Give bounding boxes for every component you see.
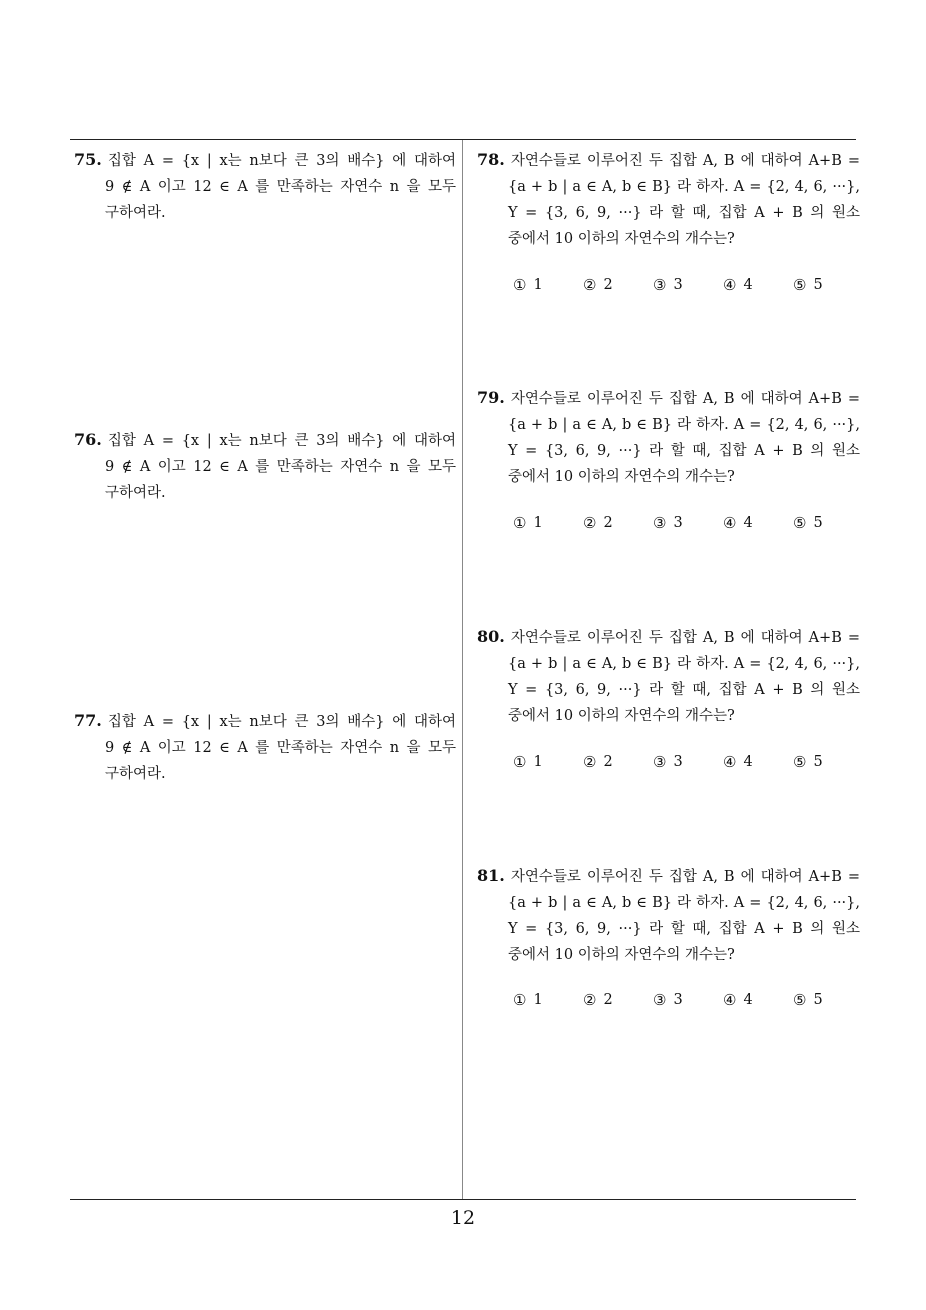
choice-option[interactable]: ⑤ 5 [793, 753, 823, 771]
choice-option[interactable]: ⑤ 5 [793, 276, 823, 294]
problem-text-line: 집합 A = {x | x는 n보다 큰 3의 배수} 에 대하여 [107, 153, 456, 169]
choice-option[interactable]: ① 1 [513, 991, 543, 1009]
problem-text-line: 집합 A = {x | x는 n보다 큰 3의 배수} 에 대하여 [107, 714, 456, 730]
problem-text-line: {a + b | a ∈ A, b ∈ B} 라 하자. A = {2, 4, 6, ···}, [508, 895, 860, 911]
bottom-rule [70, 1199, 856, 1200]
problem-text-line: 9 ∉ A 이고 12 ∈ A 를 만족하는 자연수 n 을 모두 [105, 740, 456, 756]
choice-option[interactable]: ② 2 [583, 753, 613, 771]
problem-text-line: Y = {3, 6, 9, ···} 라 할 때, 집합 A + B 의 원소 [508, 443, 860, 459]
problem-text-line: 9 ∉ A 이고 12 ∈ A 를 만족하는 자연수 n 을 모두 [105, 179, 456, 195]
problem-text-line: {a + b | a ∈ A, b ∈ B} 라 하자. A = {2, 4, 6, ···}, [508, 417, 860, 433]
choice-option[interactable]: ④ 4 [723, 991, 753, 1009]
problem-text-line: 구하여라. [105, 766, 166, 782]
problem-text-line: 중에서 10 이하의 자연수의 개수는? [508, 469, 735, 485]
choice-option[interactable]: ④ 4 [723, 276, 753, 294]
top-rule [70, 139, 856, 140]
problem-81 [477, 863, 860, 968]
problem-text-line: 중에서 10 이하의 자연수의 개수는? [508, 947, 735, 963]
problem-text-line: 구하여라. [105, 485, 166, 501]
choice-option[interactable]: ② 2 [583, 991, 613, 1009]
problem-76 [74, 427, 456, 506]
choice-option[interactable]: ③ 3 [653, 753, 683, 771]
answer-choices-80 [513, 753, 863, 771]
problem-text-line: 자연수들로 이루어진 두 집합 A, B 에 대하여 A+B = [510, 391, 860, 407]
page-number: 12 [450, 1207, 476, 1229]
problem-text-line: 자연수들로 이루어진 두 집합 A, B 에 대하여 A+B = [510, 869, 860, 885]
answer-choices-78 [513, 276, 863, 294]
choice-option[interactable]: ① 1 [513, 753, 543, 771]
problem-80 [477, 624, 860, 729]
problem-text-line: Y = {3, 6, 9, ···} 라 할 때, 집합 A + B 의 원소 [508, 921, 860, 937]
choice-option[interactable]: ⑤ 5 [793, 991, 823, 1009]
choice-option[interactable]: ③ 3 [653, 514, 683, 532]
problem-number: 76. [74, 430, 102, 449]
answer-choices-81 [513, 991, 863, 1009]
problem-text-line: Y = {3, 6, 9, ···} 라 할 때, 집합 A + B 의 원소 [508, 682, 860, 698]
problem-number: 80. [477, 627, 505, 646]
problem-text-line: 구하여라. [105, 205, 166, 221]
problem-text-line: 중에서 10 이하의 자연수의 개수는? [508, 708, 735, 724]
problem-text-line: 자연수들로 이루어진 두 집합 A, B 에 대하여 A+B = [510, 630, 860, 646]
problem-number: 79. [477, 388, 505, 407]
choice-option[interactable]: ③ 3 [653, 276, 683, 294]
problem-79 [477, 385, 860, 490]
problem-text-line: 중에서 10 이하의 자연수의 개수는? [508, 231, 735, 247]
problem-number: 81. [477, 866, 505, 885]
problem-number: 75. [74, 150, 102, 169]
choice-option[interactable]: ④ 4 [723, 514, 753, 532]
problem-text-line: Y = {3, 6, 9, ···} 라 할 때, 집합 A + B 의 원소 [508, 205, 860, 221]
answer-choices-79 [513, 514, 863, 532]
problem-75 [74, 147, 456, 226]
choice-option[interactable]: ② 2 [583, 276, 613, 294]
problem-text-line: 9 ∉ A 이고 12 ∈ A 를 만족하는 자연수 n 을 모두 [105, 459, 456, 475]
problem-77 [74, 708, 456, 787]
column-divider [462, 140, 463, 1199]
choice-option[interactable]: ① 1 [513, 276, 543, 294]
choice-option[interactable]: ④ 4 [723, 753, 753, 771]
problem-text-line: {a + b | a ∈ A, b ∈ B} 라 하자. A = {2, 4, 6, ···}, [508, 656, 860, 672]
problem-78 [477, 147, 860, 252]
problem-number: 77. [74, 711, 102, 730]
choice-option[interactable]: ③ 3 [653, 991, 683, 1009]
problem-text-line: 자연수들로 이루어진 두 집합 A, B 에 대하여 A+B = [510, 153, 860, 169]
problem-text-line: {a + b | a ∈ A, b ∈ B} 라 하자. A = {2, 4, 6, ···}, [508, 179, 860, 195]
problem-number: 78. [477, 150, 505, 169]
problem-text-line: 집합 A = {x | x는 n보다 큰 3의 배수} 에 대하여 [107, 433, 456, 449]
choice-option[interactable]: ② 2 [583, 514, 613, 532]
choice-option[interactable]: ① 1 [513, 514, 543, 532]
choice-option[interactable]: ⑤ 5 [793, 514, 823, 532]
